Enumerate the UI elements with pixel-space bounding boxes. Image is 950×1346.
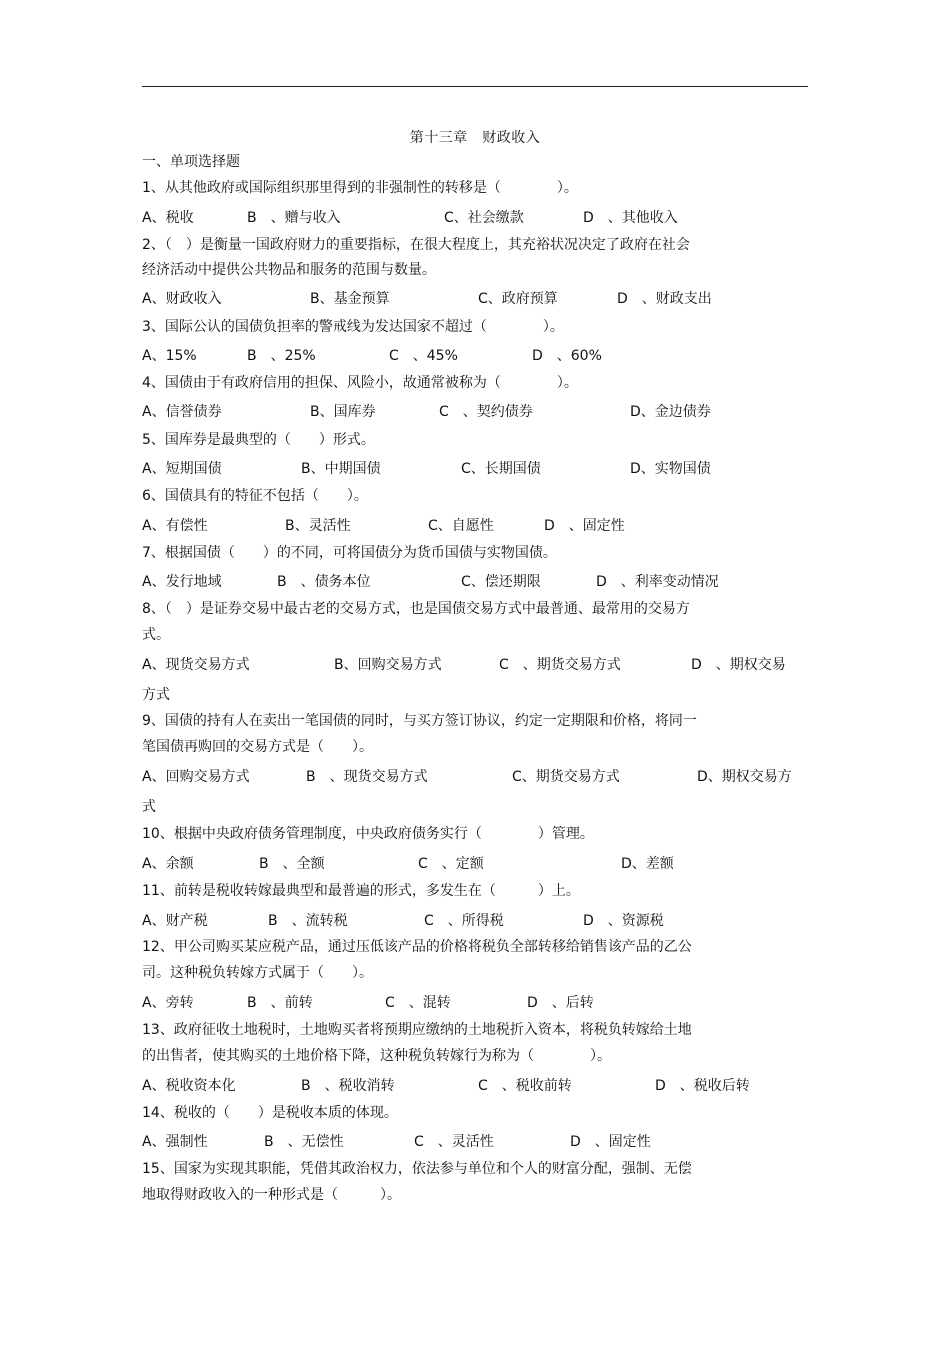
option-c: C 、定额 (418, 856, 484, 872)
option-d: D 、税收后转 (655, 1078, 750, 1094)
option-c: C 、税收前转 (478, 1078, 572, 1094)
question-line: 5、国库券是最典型的（ ）形式。 (142, 432, 375, 448)
option-a: A、信誉债券 (142, 404, 222, 420)
question-line: 15、国家为实现其职能，凭借其政治权力，依法参与单位和个人的财富分配，强制、无偿 (142, 1161, 692, 1177)
option-a: A、强制性 (142, 1134, 208, 1150)
question-line: 笔国债再购回的交易方式是（ ）。 (142, 739, 373, 755)
top-rule (142, 86, 808, 87)
question-line: 司。这种税负转嫁方式属于（ ）。 (142, 965, 373, 981)
option-d: D 、期权交易 (691, 657, 786, 673)
option-a: A、回购交易方式 (142, 769, 250, 785)
option-c: C 、45% (389, 348, 458, 364)
question-line: 3、国际公认的国债负担率的警戒线为发达国家不超过（ ）。 (142, 319, 564, 335)
option-c: C 、混转 (385, 995, 451, 1011)
option-b: B、基金预算 (310, 291, 390, 307)
question-line: 11、前转是税收转嫁最典型和最普遍的形式，多发生在（ ）上。 (142, 883, 580, 899)
option-a: A、财政收入 (142, 291, 222, 307)
option-b: B、国库券 (310, 404, 376, 420)
option-a: A、现货交易方式 (142, 657, 250, 673)
option-d: D 、后转 (527, 995, 594, 1011)
option-b: B 、赠与收入 (247, 210, 341, 226)
option-c: C、偿还期限 (461, 574, 541, 590)
option-a: A、发行地域 (142, 574, 222, 590)
question-line: 13、政府征收土地税时，土地购买者将预期应缴纳的土地税折入资本，将税负转嫁给土地 (142, 1022, 692, 1038)
question-line: 式。 (142, 627, 170, 643)
option-c: C、期货交易方式 (512, 769, 620, 785)
option-a: A、有偿性 (142, 518, 208, 534)
option-d: D 、资源税 (583, 913, 664, 929)
option-d: D 、利率变动情况 (596, 574, 719, 590)
option-a: A、旁转 (142, 995, 194, 1011)
question-line: 的出售者，使其购买的土地价格下降，这种税负转嫁行为称为（ ）。 (142, 1048, 611, 1064)
question-line: 7、根据国债（ ）的不同，可将国债分为货币国债与实物国债。 (142, 545, 557, 561)
option-b: B、中期国债 (301, 461, 381, 477)
option-d: D、实物国债 (630, 461, 711, 477)
question-line: 10、根据中央政府债务管理制度，中央政府债务实行（ ）管理。 (142, 826, 594, 842)
option-d: D 、固定性 (544, 518, 625, 534)
chapter-title: 第十三章 财政收入 (409, 130, 541, 146)
option-continuation: 式 (142, 799, 156, 815)
option-d: D、期权交易方 (697, 769, 792, 785)
option-b: B 、债务本位 (277, 574, 371, 590)
section-heading: 一、单项选择题 (142, 154, 240, 170)
option-d: D 、固定性 (570, 1134, 651, 1150)
question-line: 2、（ ）是衡量一国政府财力的重要指标，在很大程度上，其充裕状况决定了政府在社会 (142, 237, 690, 253)
option-b: B、灵活性 (285, 518, 351, 534)
option-b: B 、无偿性 (264, 1134, 344, 1150)
question-line: 经济活动中提供公共物品和服务的范围与数量。 (142, 262, 436, 278)
option-c: C 、期货交易方式 (499, 657, 621, 673)
option-b: B 、前转 (247, 995, 313, 1011)
question-line: 4、国债由于有政府信用的担保、风险小，故通常被称为（ ）。 (142, 375, 578, 391)
option-b: B 、流转税 (268, 913, 348, 929)
question-line: 地取得财政收入的一种形式是（ ）。 (142, 1187, 401, 1203)
question-line: 14、税收的（ ）是税收本质的体现。 (142, 1105, 398, 1121)
option-b: B 、25% (247, 348, 316, 364)
option-a: A、税收 (142, 210, 194, 226)
option-c: C 、契约债券 (439, 404, 533, 420)
option-a: A、财产税 (142, 913, 208, 929)
question-line: 12、甲公司购买某应税产品，通过压低该产品的价格将税负全部转移给销售该产品的乙公 (142, 939, 692, 955)
option-a: A、税收资本化 (142, 1078, 236, 1094)
option-d: D 、60% (532, 348, 602, 364)
option-d: D、金边债券 (630, 404, 711, 420)
option-c: C 、所得税 (424, 913, 504, 929)
option-d: D 、其他收入 (583, 210, 678, 226)
option-continuation: 方式 (142, 687, 170, 703)
option-c: C 、灵活性 (414, 1134, 494, 1150)
option-a: A、余额 (142, 856, 194, 872)
option-b: B 、全额 (259, 856, 325, 872)
option-b: B、回购交易方式 (334, 657, 442, 673)
option-b: B 、现货交易方式 (306, 769, 428, 785)
option-d: D、差额 (621, 856, 674, 872)
option-b: B 、税收消转 (301, 1078, 395, 1094)
question-line: 1、从其他政府或国际组织那里得到的非强制性的转移是（ ）。 (142, 180, 578, 196)
option-a: A、短期国债 (142, 461, 222, 477)
question-line: 8、（ ）是证券交易中最古老的交易方式，也是国债交易方式中最普通、最常用的交易方 (142, 601, 690, 617)
option-c: C、自愿性 (428, 518, 494, 534)
option-c: C、政府预算 (478, 291, 558, 307)
option-a: A、15% (142, 348, 197, 364)
question-line: 6、国债具有的特征不包括（ ）。 (142, 488, 368, 504)
option-d: D 、财政支出 (617, 291, 712, 307)
question-line: 9、国债的持有人在卖出一笔国债的同时，与买方签订协议，约定一定期限和价格，将同一 (142, 713, 697, 729)
option-c: C、社会缴款 (444, 210, 524, 226)
option-c: C、长期国债 (461, 461, 541, 477)
